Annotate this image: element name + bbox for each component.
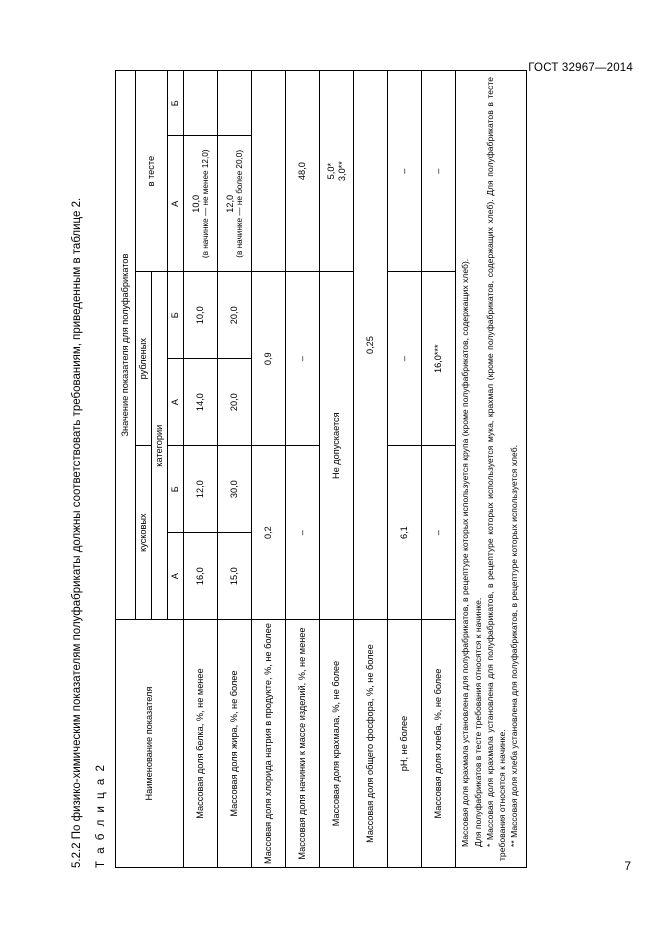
landscape-content xyxy=(71,68,591,868)
cell-value: – xyxy=(387,271,421,445)
table-row xyxy=(319,70,353,867)
cell-value-main: 12,0 xyxy=(224,194,234,213)
header-kategorii: категории xyxy=(151,271,167,619)
cell-value: – xyxy=(285,445,319,619)
cell-value-main: 10,0 xyxy=(190,194,200,213)
requirements-table xyxy=(115,70,527,868)
table-row xyxy=(183,70,217,867)
row-label: Массовая доля крахмала, %, не более xyxy=(319,619,353,867)
clause-paragraph: 5.2.2 По физико-химическим показателям полуфабрикаты должны соответствовать требованиям, приведенным в таблице 2. xyxy=(70,197,83,868)
cell-value: Не допускается xyxy=(319,271,353,619)
cell-value: 48,0 xyxy=(285,70,319,271)
table-row xyxy=(217,70,251,867)
header-v-teste: в тесте xyxy=(135,70,167,271)
cell-value xyxy=(217,135,251,271)
cell-value-note: (в начинке — не более 20,0) xyxy=(234,149,244,258)
table-caption: Т а б л и ц а 2 xyxy=(94,762,107,868)
cell-value: 0,9 xyxy=(251,271,285,445)
header-kuskovyh: кусковых xyxy=(135,445,151,619)
cell-value xyxy=(217,70,251,135)
row-label: Массовая доля хлеба, %, не более xyxy=(421,619,455,867)
cell-value: 16,0*** xyxy=(421,271,455,445)
row-label: Массовая доля хлорида натрия в продукте, %, не более xyxy=(251,619,285,867)
cell-value-line1: 5,0* xyxy=(325,162,336,179)
cell-value: 0,2 xyxy=(251,445,285,619)
cell-value: – xyxy=(387,70,421,271)
cell-value: – xyxy=(285,271,319,445)
cell-value xyxy=(183,70,217,135)
cell-value: – xyxy=(421,70,455,271)
footnote-1: Массовая доля крахмала установлена для полуфабрикатов, в рецептуре которых используется крупа (кроме полуфабрикатов, содержащих хлеб). xyxy=(459,258,470,847)
cell-value: 0,25 xyxy=(353,70,387,619)
footnote-3: * Массовая доля крахмала установлена для полуфабрикатов, в рецептуре которых используется мука, крахмал (кроме полуфабрикатов, содержащих хлеб). Для полуфабрикатов в тесте требования относятся к начинке. xyxy=(484,76,507,861)
table-footnote-row xyxy=(455,70,526,867)
header-kusk-b: Б xyxy=(167,445,183,532)
cell-value: 30,0 xyxy=(217,445,251,532)
cell-value xyxy=(183,135,217,271)
standard-number: ГОСТ 32967—2014 xyxy=(528,62,633,74)
footnote-2: Для полуфабрикатов в тесте требования относятся к начинке. xyxy=(472,597,483,847)
cell-value-line2: 3,0** xyxy=(336,160,346,181)
footnote-4: ** Массовая доля хлеба установлена для полуфабрикатов, в рецептуре которых используется хлеб. xyxy=(508,444,519,847)
cell-value: 15,0 xyxy=(217,532,251,619)
cell-value: 20,0 xyxy=(217,271,251,358)
cell-value xyxy=(319,70,353,271)
header-value-group: Значение показателя для полуфабрикатов xyxy=(115,70,135,619)
header-rublenyh: рубленых xyxy=(135,271,151,445)
table-row xyxy=(421,70,455,867)
page-number: 7 xyxy=(624,859,631,873)
cell-value: 6,1 xyxy=(387,445,421,619)
header-name-col: Наименование показателя xyxy=(115,619,183,867)
table-row xyxy=(353,70,387,867)
cell-value: – xyxy=(421,445,455,619)
header-rubl-a: А xyxy=(167,358,183,445)
cell-value: 20,0 xyxy=(217,358,251,445)
header-test-a: А xyxy=(167,135,183,271)
cell-value: 16,0 xyxy=(183,532,217,619)
cell-value xyxy=(251,70,285,271)
row-label: Массовая доля белка, %, не менее xyxy=(183,619,217,867)
table-footnotes xyxy=(455,70,526,867)
header-kusk-a: А xyxy=(167,532,183,619)
row-label: Массовая доля жира, %, не более xyxy=(217,619,251,867)
table-row xyxy=(387,70,421,867)
row-label: рН, не более xyxy=(387,619,421,867)
table-row xyxy=(251,70,285,867)
row-label: Массовая доля общего фосфора, %, не более xyxy=(353,619,387,867)
table-row xyxy=(285,70,319,867)
header-test-b: Б xyxy=(167,70,183,135)
header-rubl-b: Б xyxy=(167,271,183,358)
cell-value: 12,0 xyxy=(183,445,217,532)
cell-value: 10,0 xyxy=(183,271,217,358)
cell-value-note: (в начинке — не менее 12,0) xyxy=(200,148,210,258)
cell-value: 14,0 xyxy=(183,358,217,445)
row-label: Массовая доля начинки к массе изделий, %, не менее xyxy=(285,619,319,867)
